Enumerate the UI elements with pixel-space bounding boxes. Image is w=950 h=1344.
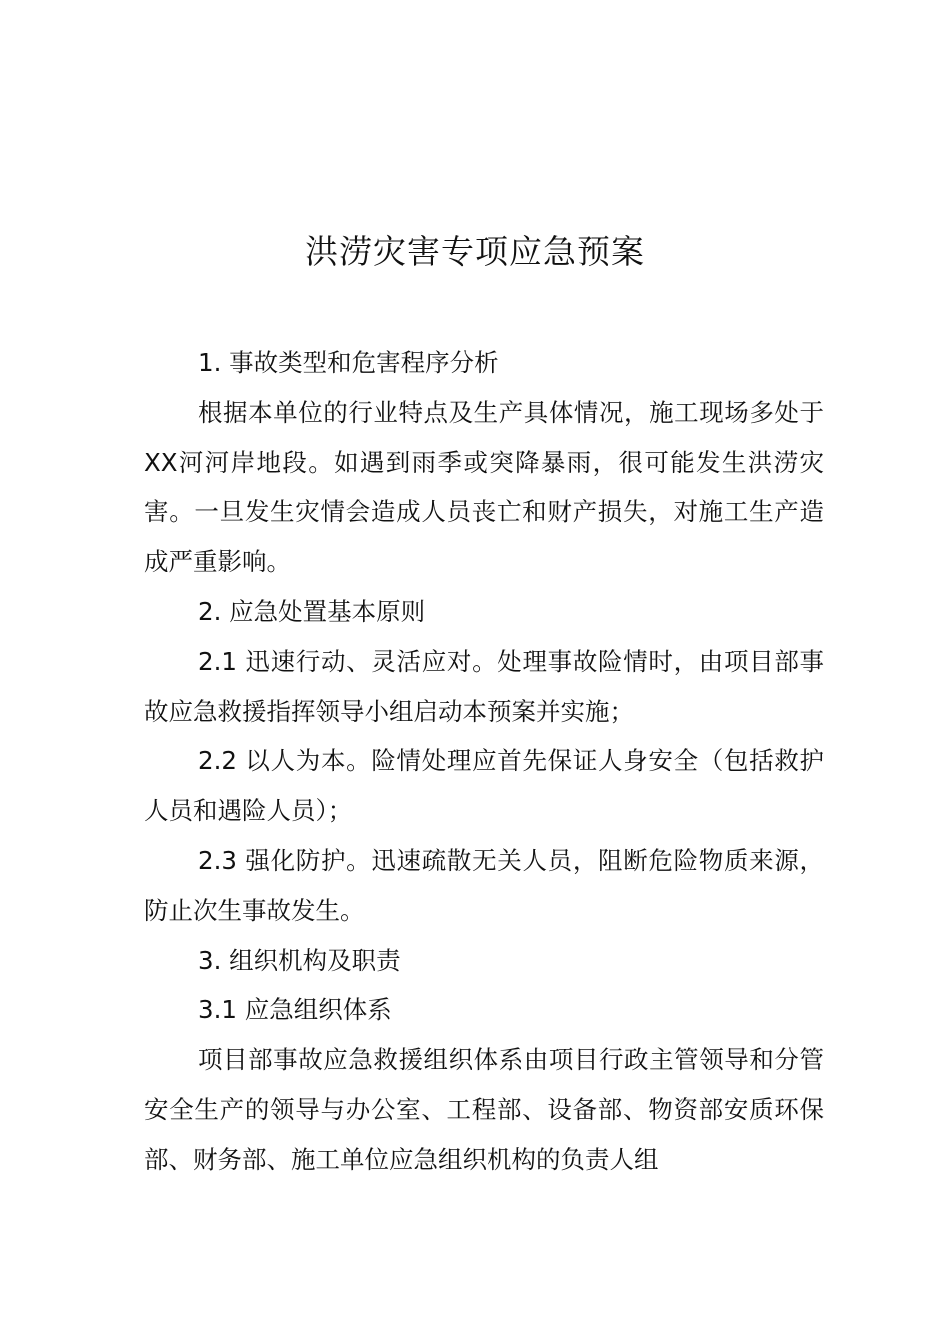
paragraph-principle-2-3: 2.3 强化防护。迅速疏散无关人员，阻断危险物质来源，防止次生事故发生。 (144, 845, 824, 925)
paragraph-principle-2-1: 2.1 迅速行动、灵活应对。处理事故险情时，由项目部事故应急救援指挥领导小组启动本预案并实施； (144, 646, 824, 726)
document-title: 洪涝灾害专项应急预案 (305, 232, 645, 271)
paragraph-hazard-analysis: 根据本单位的行业特点及生产具体情况，施工现场多处于XX河河岸地段。如遇到雨季或突降暴雨，很可能发生洪涝灾害。一旦发生灾情会造成人员丧亡和财产损失，对施工生产造成严重影响。 (144, 397, 824, 577)
paragraph-organization: 项目部事故应急救援组织体系由项目行政主管领导和分管安全生产的领导与办公室、工程部、设备部、物资部安质环保部、财务部、施工单位应急组织机构的负责人组 (144, 1045, 824, 1174)
section-heading-3: 3. 组织机构及职责 (198, 945, 401, 975)
subsection-heading-3-1: 3.1 应急组织体系 (198, 995, 392, 1025)
document-body (144, 338, 824, 1185)
section-heading-1: 1. 事故类型和危害程序分析 (198, 348, 499, 377)
paragraph-principle-2-2: 2.2 以人为本。险情处理应首先保证人身安全（包括救护人员和遇险人员）； (144, 746, 824, 826)
section-heading-2: 2. 应急处置基本原则 (198, 596, 426, 626)
